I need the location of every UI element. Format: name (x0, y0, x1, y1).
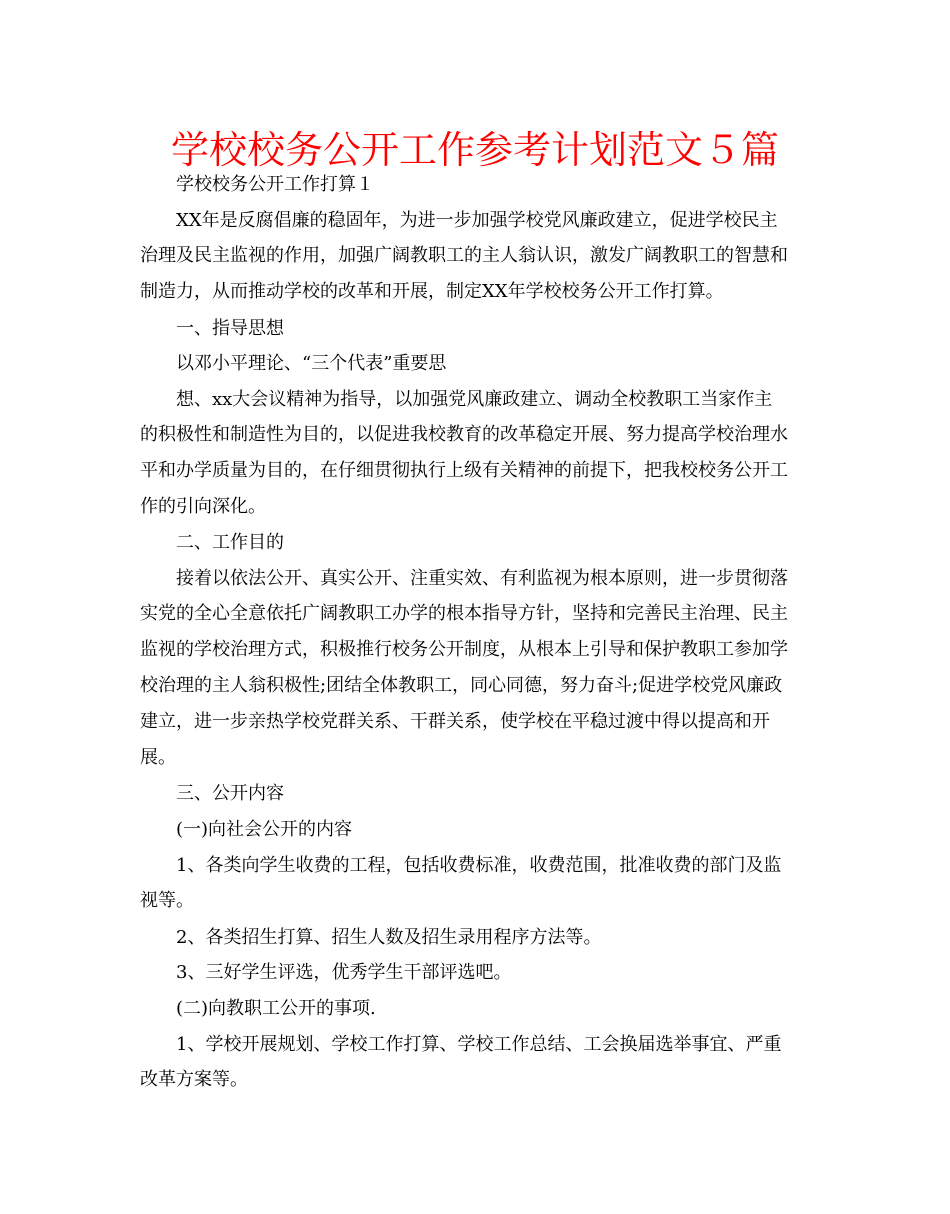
paragraph-line: 作的引向深化。 (140, 496, 266, 517)
section-heading: 三、公开内容 (176, 783, 284, 804)
paragraph-line: 以邓小平理论、“三个代表”重要思 (176, 353, 447, 374)
paragraph-line: 建立，进一步亲热学校党群关系、干群关系，使学校在平稳过渡中得以提高和开 (140, 711, 770, 732)
paragraph-line: 治理及民主监视的作用，加强广阔教职工的主人翁认识，激发广阔教职工的智慧和 (140, 245, 788, 266)
section-heading: 二、工作目的 (176, 532, 284, 553)
paragraph-line: 校治理的主人翁积极性;团结全体教职工，同心同德，努力奋斗;促进学校党风廉政 (140, 675, 783, 696)
list-item: 1、各类向学生收费的工程，包括收费标准，收费范围，批准收费的部门及监 (176, 855, 782, 876)
list-item: 改革方案等。 (140, 1069, 248, 1090)
paragraph-line: 监视的学校治理方式，积极推行校务公开制度，从根本上引导和保护教职工参加学 (140, 639, 788, 660)
list-item: 3、三好学生评选，优秀学生干部评选吧。 (176, 962, 512, 983)
list-item: 视等。 (140, 890, 194, 911)
subtitle: 学校校务公开工作打算１ (176, 174, 374, 195)
document-title: 学校校务公开工作参考计划范文５篇 (170, 128, 779, 172)
paragraph-line: 想、xx大会议精神为指导，以加强党风廉政建立、调动全校教职工当家作主 (176, 389, 773, 410)
subsection-heading: (二)向教职工公开的事项. (176, 998, 376, 1019)
paragraph-line: 展。 (140, 747, 176, 768)
list-item: 2、各类招生打算、招生人数及招生录用程序方法等。 (176, 927, 602, 948)
paragraph-line: 的积极性和制造性为目的，以促进我校教育的改革稳定开展、努力提高学校治理水 (140, 424, 788, 445)
list-item: 1、学校开展规划、学校工作打算、学校工作总结、工会换届选举事宜、严重 (176, 1034, 782, 1055)
section-heading: 一、指导思想 (176, 318, 284, 339)
paragraph-line: 平和办学质量为目的，在仔细贯彻执行上级有关精神的前提下，把我校校务公开工 (140, 460, 788, 481)
paragraph-line: 制造力，从而推动学校的改革和开展，制定XX年学校校务公开工作打算。 (140, 281, 724, 302)
subsection-heading: (一)向社会公开的内容 (176, 819, 353, 840)
paragraph-line: XX年是反腐倡廉的稳固年，为进一步加强学校党风廉政建立，促进学校民主 (176, 210, 778, 231)
paragraph-line: 实党的全心全意依托广阔教职工办学的根本指导方针，坚持和完善民主治理、民主 (140, 603, 788, 624)
paragraph-line: 接着以依法公开、真实公开、注重实效、有利监视为根本原则，进一步贯彻落 (176, 568, 788, 589)
